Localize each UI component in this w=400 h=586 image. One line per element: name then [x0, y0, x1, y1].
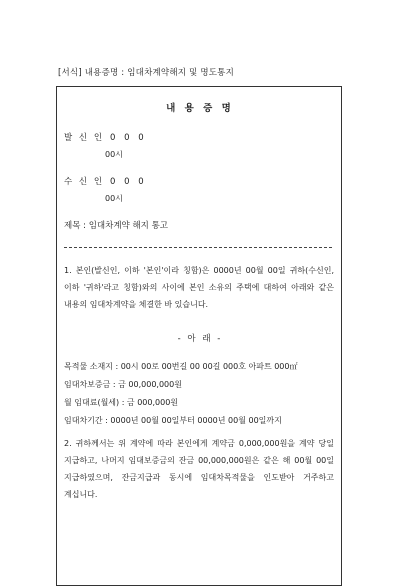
recipient-name: 0 0 0	[110, 177, 147, 187]
sender-line	[64, 131, 147, 143]
sender-address: 00시	[105, 150, 123, 159]
recipient-line	[64, 175, 147, 187]
recipient-address: 00시	[105, 194, 123, 203]
sender-name: 0 0 0	[110, 133, 147, 143]
document-caption: [서식] 내용증명 : 임대차계약해지 및 명도통지	[58, 68, 235, 78]
detail-lease-period: 임대차기간 : 0000년 00월 00일부터 0000년 00월 00일까지	[64, 416, 282, 425]
paragraph-1: 1. 본인(발신인, 이하 '본인'이라 칭함)은 0000년 00월 00일 귀하(수신인, 이하 '귀하'라고 칭함)와의 사이에 본인 소유의 주택에 대하여 아래와 같은 내용의 임대차계약을 체결한 바 있습니다.	[64, 266, 334, 309]
paragraph-2: 2. 귀하께서는 위 계약에 따라 본인에게 계약금 0,000,000원을 계약 당일 지급하고, 나머지 임대보증금의 잔금 00,000,000원은 같은 해 00월 00일 지급하였으며, 잔금지급과 동시에 임대차목적물을 인도받아 거주하고 계십니다.	[64, 439, 334, 499]
detail-deposit: 임대차보증금 : 금 00,000,000원	[64, 380, 182, 389]
recipient-label: 수 신 인	[64, 177, 105, 187]
sender-label: 발 신 인	[64, 133, 105, 143]
subject-line: 제목 : 임대차계약 해지 통고	[64, 221, 168, 231]
detail-location: 목적물 소재지 : 00시 00로 00번길 00 00길 000호 아파트 000㎡	[64, 362, 298, 371]
below-marker: - 아 래 -	[177, 334, 223, 344]
dashed-divider	[64, 247, 332, 248]
document-title: 내 용 증 명	[166, 103, 234, 114]
detail-monthly-rent: 월 임대료(월세) : 금 000,000원	[64, 398, 179, 407]
